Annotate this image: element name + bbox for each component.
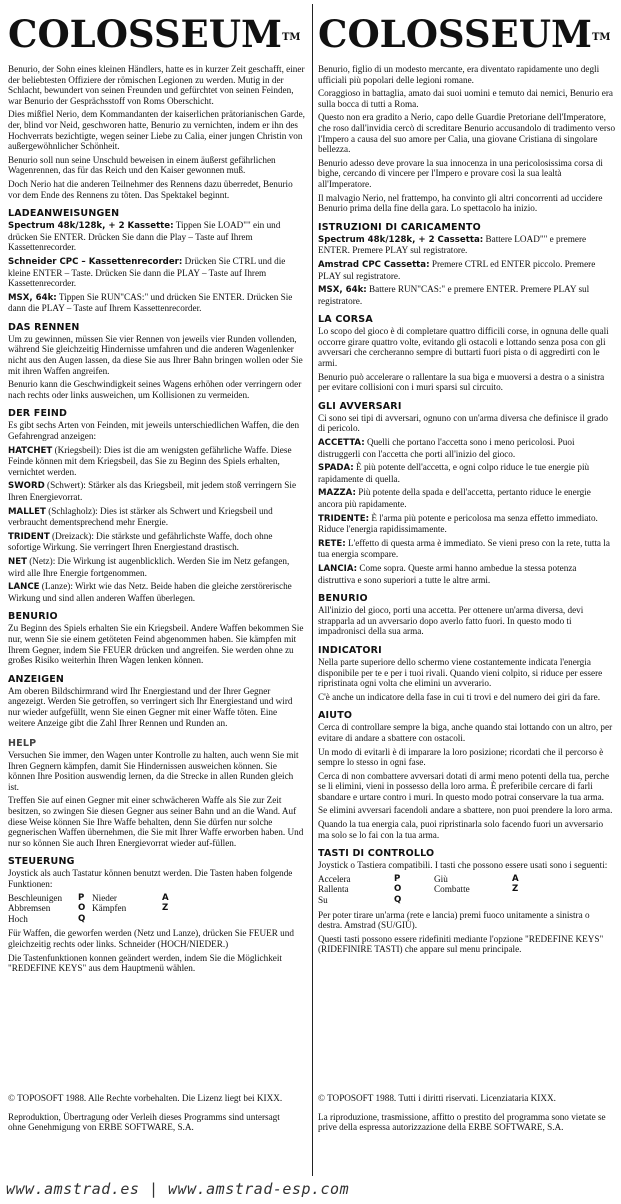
reproduction-notice-it: La riproduzione, trasmissione, affitto o prestito del programma sono vietate se prive della espressa autorizzazione della ERBE SOFTWARE, S.A.	[318, 1111, 606, 1133]
intro-it-5: Il malvagio Nerio, nel frattempo, ha convinto gli altri concorrenti ad uccidere Benurio prima della fine della gara. Lo spettacolo ha inizio.	[318, 192, 603, 214]
race-heading-de: DAS RENNEN	[8, 321, 80, 333]
weapon-trident-de: TRIDENT (Dreizack): Die stärkste und gefährlichste Waffe, doch ohne sofortige Wirkung. Sie verringert Ihren Energiestand drastisch.	[8, 530, 273, 553]
key-label: Abbremsen	[8, 903, 51, 914]
weapon-hatchet-it: ACCETTA: Quelli che portano l'accetta sono i meno pericolosi. Puoi distruggerli con l'accetta che porti all'inizio del gioco.	[318, 437, 575, 459]
benurio-text-it: All'inizio del gioco, porti una accetta. Per ottenere un'arma diversa, devi strapparla ad un avversario dopo averlo fatto fuori. In questo modo ti impadronisci della sua arma.	[318, 605, 584, 637]
help-text-it-3: Cerca di non combattere avversari dotati di armi meno potenti della tua, perche se li elimini, vieni in possesso della loro arma. È preferibile cercare di farli sbandare e urtare contro i muri. In questo modo potrai conservare la tua arma.	[318, 770, 610, 802]
copyright-it	[318, 1093, 608, 1136]
race-heading-it: LA CORSA	[318, 314, 373, 326]
weapon-sword-it: SPADA: È più potente dell'accetta, e ogni colpo riduce le tue energie più rapidamente di quella.	[318, 462, 590, 484]
italian-column	[318, 0, 616, 1204]
help-heading-de: HELP	[8, 738, 37, 750]
copyright-line-it: © TOPOSOFT 1988. Tutti i diritti riservati. Licenziataria KIXX.	[318, 1093, 556, 1103]
race-text-de: Um zu gewinnen, müssen Sie vier Rennen von jeweils vier Runden vollenden, während Sie gleichzeitig Hindernisse umfahren und die anderen Wagenlenker nicht aus den Augen lassen, da diese Sie aus Ihrer Bahn bringen wollen oder Sie mit ihren Waffen angreifen.	[8, 333, 303, 376]
weapon-sword-de: SWORD (Schwert): Stärker als das Kriegsbeil, mit jedem stoß verringern Sie Ihren Energievorrat.	[8, 480, 297, 502]
intro-de-2: Dies mißfiel Nerio, dem Kommandanten der kaiserlichen prätorianischen Garde, der, blind vor Neid, geschworen hatte, Benurio zu vernichten, indem er ihn des Hochverrats bezichtigte, wegen seiner Liebe zu Calia, einer jungen Christin von außergewöhnlicher Schönheit.	[8, 109, 305, 152]
website-watermark: www.amstrad.es | www.amstrad-esp.com	[0, 1180, 621, 1204]
controls-text-it: Joystick o Tastiera compatibili. I tasti che possono essere usati sono i seguenti:	[318, 860, 608, 871]
key-table-de	[8, 893, 306, 925]
intro-it: Benurio, figlio di un modesto mercante, era diventato rapidamente uno degli ufficiali più popolari delle legioni romane.	[318, 64, 600, 85]
reproduction-notice-de: Reproduktion, Übertragung oder Verleih dieses Programms sind untersagt ohne Genehmigung von ERBE SOFTWARE, S.A.	[8, 1111, 280, 1133]
intro-de-4: Doch Nerio hat die anderen Teilnehmer des Rennens dazu überredet, Benurio vor dem Ende des Rennens zu töten. Das Spektakel beginnt.	[8, 178, 293, 200]
indicators-heading-it: INDICATORI	[318, 644, 382, 656]
benurio-heading-de: BENURIO	[8, 611, 58, 623]
controls-text-it-2: Per poter tirare un'arma (rete e lancia) premi fuoco unitamente a sinistra o destra. Amstrad (SU/GIÙ).	[318, 909, 590, 931]
copyright-line-de: © TOPOSOFT 1988. Alle Rechte vorbehalten. Die Lizenz liegt bei KIXX.	[8, 1093, 283, 1103]
controls-heading-de: STEUERUNG	[8, 856, 75, 868]
key-value	[512, 895, 526, 906]
help-text-it-4: Se elimini avversari facendoli andare a sbattere, non puoi prendere la loro arma.	[318, 805, 613, 816]
help-text-it-5: Quando la tua energia cala, puoi ripristinarla solo facendo fuori un avversario ma solo se lo fai con la tua arma.	[318, 819, 604, 840]
weapon-net-de: NET (Netz): Die Wirkung ist augenblicklich. Werden Sie im Netz gefangen, wird alle Ihre Energie fortgenommen.	[8, 555, 290, 578]
race-text-de-2: Benurio kann die Geschwindigkeit seines Wagens erhöhen oder verringern oder nach rechts oder links ausweichen, um Kollisionen zu vermeiden.	[8, 379, 302, 400]
key-value: P	[78, 892, 85, 903]
controls-text-it-3: Questi tasti possono essere ridefiniti mediante l'opzione "REDEFINE KEYS" (RIDEFINIRE TASTI) che appare sul menu principale.	[318, 933, 604, 955]
intro-it-2: Coraggioso in battaglia, amato dai suoi uomini e temuto dai nemici, Benurio era sulla bocca di tutti a Roma.	[318, 88, 613, 109]
load-spectrum-de: Spectrum 48k/128k, + 2 Kassette: Tippen Sie LOAD"" ein und drücken Sie ENTER. Drücken Sie dann die Play – Taste auf Ihrem Kassettenrecorder.	[8, 220, 281, 253]
help-text-de-2: Treffen Sie auf einen Gegner mit einer schwächeren Waffe als Sie zur Zeit besitzen, so zwingen Sie diesen Gegner aus seiner Bahn und an die Wand. Auf diese Weise können Sie Ihre Waffe behalten, denn Sie dürfen nur solche gegnerischen Waffen übernehmen, die Sie mit Ihrer Waffe erworben haben. Und nur so können Sie auch Ihren Energievorrat wieder auf-füllen.	[8, 795, 304, 848]
key-value	[162, 914, 176, 925]
key-value: A	[512, 873, 519, 884]
key-value: Z	[512, 884, 519, 895]
copyright-de	[8, 1093, 298, 1136]
key-label: Nieder	[92, 892, 117, 903]
load-spectrum-it: Spectrum 48k/128k, + 2 Cassetta: Battere LOAD"" e premere ENTER. Premere PLAY sul registratore.	[318, 233, 587, 256]
key-label: Accelera	[318, 873, 351, 884]
weapon-trident-it: TRIDENTE: È l'arma più potente e pericolosa ma senza effetto immediato. Riduce l'energia rapidissimamente.	[318, 512, 598, 535]
key-label: Hoch	[8, 913, 28, 924]
weapon-mallet-de: MALLET (Schlagholz): Dies ist stärker als Schwert und Kriegsbeil und verbraucht dementsprechend mehr Energie.	[8, 505, 273, 528]
intro-it-3: Questo non era gradito a Nerio, capo delle Guardie Pretoriane dell'Imperatore, che roso dall'invidia cercò di screditare Benurio accusandolo di tradimento verso l'Impero a causa del suo amore per Calia, una giovane Cristiana di singolare bellezza.	[318, 112, 616, 155]
key-value: A	[162, 892, 169, 903]
loading-heading-it: ISTRUZIONI DI CARICAMENTO	[318, 221, 481, 233]
enemy-text-de: Es gibt sechs Arten von Feinden, mit jeweils unterschiedlichen Waffen, die den Gefahrengrad anzeigen:	[8, 420, 300, 442]
load-msx-it: MSX, 64k: Battere RUN"CAS:" e premere ENTER. Premere PLAY sul registratore.	[318, 284, 590, 306]
key-label: Beschleunigen	[8, 892, 63, 903]
intro-de: Benurio, der Sohn eines kleinen Händlers, hatte es in kurzer Zeit geschafft, einer der beliebtesten Offiziere der römischen Legionen zu werden. Mutig in der Schlacht, bewundert von seinen Freunden und gefürchtet von seinen Feinden, war Benurio der Gesprächsstoff von Roms Oberschicht.	[8, 64, 305, 106]
indicators-text-it: Nella parte superiore dello schermo viene costantemente indicata l'energia disponibile per te e per i tuoi rivali. Quando vieni colpito, si riduce per essere ripristinata ogni volta che elimini un avverario.	[318, 656, 603, 689]
intro-it-4: Benurio adesso deve provare la sua innocenza in una pericolosissima corsa di bighe, cercando di vincere per l'Impero e provare così la sua lealtà all'Imperatore.	[318, 157, 603, 189]
weapon-net-it: RETE: L'effetto di questa arma è immediato. Se vieni preso con la rete, tutta la tua energia scompare.	[318, 537, 610, 560]
enemy-text-it: Ci sono sei tipi di avversari, ognuno con un'arma diversa che definisce il grado di pericolo.	[318, 412, 608, 434]
key-label: Su	[318, 895, 328, 906]
loading-heading-de: LADEANWEISUNGEN	[8, 208, 120, 220]
help-text-de: Versuchen Sie immer, den Wagen unter Kontrolle zu halten, auch wenn Sie mit Ihren Gegnern kämpfen, damit Sie Hindernissen ausweichen können. Sie können Ihre Position auswendig lernen, da die Strecke in allen Runden gleich ist.	[8, 750, 299, 792]
indicators-text-it-2: C'è anche un indicatore della fase in cui ti trovi e del numero dei giri da fare.	[318, 691, 601, 702]
benurio-text-de: Zu Beginn des Spiels erhalten Sie ein Kriegsbeil. Andere Waffen bekommen Sie nur, wenn Sie sie einem getöteten Feind abgenommen haben. Sie kämpfen mit Ihrem Gegner, indem Sie FEUER drücken und angreifen. Sie werden ohne zu großes Risiko weiterhin Ihren Wagen lenken können.	[8, 623, 304, 666]
column-divider	[312, 4, 313, 1176]
key-label: Rallenta	[318, 884, 349, 895]
indicators-text-de: Am oberen Bildschirmrand wird Ihr Energiestand und der Ihrer Gegner angezeigt. Werden Sie getroffen, so verringert sich Ihr Energiestand und wird nur wieder aufgefüllt, wenn Sie einen Gegner mit einer Waffe töten. Eine weitere Anzeige gibt die Zahl Ihrer Rennen und Runden an.	[8, 685, 293, 728]
key-value: Q	[78, 913, 86, 924]
key-value: P	[394, 873, 401, 884]
weapon-mallet-it: MAZZA: Più potente della spada e dell'accetta, pertanto riduce le energie ancora più rapidamente.	[318, 487, 591, 509]
indicators-heading-de: ANZEIGEN	[8, 673, 65, 685]
race-text-it: Lo scopo del gioco è di completare quattro difficili corse, in ognuna delle quali occorre girare quattro volte, evitando gli ostacoli e lottando senza posa con gli avversari che cercheranno sempre di buttarti fuori pista o di aggredirti con le armi.	[318, 326, 609, 369]
german-column	[8, 0, 306, 1204]
controls-text-de-3: Die Tastenfunktionen konnen geändert werden, indem Sie die Möglichkeit "REDEFINE KEYS" aus dem Hauptmenü wählen.	[8, 952, 282, 974]
benurio-heading-it: BENURIO	[318, 593, 368, 605]
weapon-lance-it: LANCIA: Come sopra. Queste armi hanno ambedue la stessa potenza distruttiva e sono superiori a tutte le altre armi.	[318, 562, 577, 585]
intro-de-3: Benurio soll nun seine Unschuld beweisen in einem äußerst gefährlichen Wagenrennen, das für das Reich und den Kaiser gewonnen muß.	[8, 154, 276, 176]
weapon-lance-de: LANCE (Lanze): Wirkt wie das Netz. Beide haben die gleiche zerstörerische Wirkung und sind allen anderen Waffen überlegen.	[8, 581, 292, 603]
help-text-it-2: Un modo di evitarli è di imparare la loro posizione; ricordati che il percorso è sempre lo stesso in ogni fase.	[318, 746, 604, 768]
key-value: O	[394, 884, 402, 895]
enemy-heading-de: DER FEIND	[8, 408, 68, 420]
help-text-it: Cerca di controllare sempre la biga, anche quando stai lottando con un altro, per evitare di andare a sbattere con ostacoli.	[318, 722, 613, 743]
key-label	[92, 914, 162, 925]
controls-heading-it: TASTI DI CONTROLLO	[318, 848, 435, 860]
load-cpc-de: Schneider CPC – Kassettenrecorder: Drücken Sie CTRL und die kleine ENTER – Taste. Drücken Sie dann die PLAY – Taste auf Ihrem Kassettenrecorder.	[8, 255, 286, 289]
enemy-heading-it: GLI AVVERSARI	[318, 400, 402, 412]
game-title-it: COLOSSEUM™	[318, 12, 611, 56]
key-label: Combatte	[434, 884, 470, 895]
key-label	[434, 895, 512, 906]
weapon-hatchet-de: HATCHET (Kriegsbeil): Dies ist die am wenigsten gefährliche Waffe. Diese Feinde können mit dem Kriegsbeil, das Sie zu Beginn des Spiels erhalten, vernichtet werden.	[8, 444, 292, 477]
key-label: Giù	[434, 873, 448, 884]
key-value: Q	[394, 895, 402, 906]
key-label: Kämpfen	[92, 903, 127, 914]
key-value: Z	[162, 903, 169, 914]
key-table-it	[318, 874, 616, 906]
controls-text-de: Joystick als auch Tastatur können benutzt werden. Die Tasten haben folgende Funktionen:	[8, 868, 293, 890]
load-cpc-it: Amstrad CPC Cassetta: Premere CTRL ed ENTER piccolo. Premere PLAY sul registratore.	[318, 258, 596, 281]
controls-text-de-2: Für Waffen, die geworfen werden (Netz und Lanze), drücken Sie FEUER und gleichzeitig rechts oder links. Schneider (HOCH/NIEDER.)	[8, 928, 294, 949]
load-msx-de: MSX, 64k: Tippen Sie RUN"CAS:" und drücken Sie ENTER. Drücken Sie dann die PLAY – Taste auf Ihrem Kassettenrecorder.	[8, 291, 293, 314]
help-heading-it: AIUTO	[318, 710, 353, 722]
game-title-de: COLOSSEUM™	[8, 12, 301, 56]
race-text-it-2: Benurio può accelerare o rallentare la sua biga e muoversi a destra o a sinistra per evitare collisioni con i muri sparsi sul circuito.	[318, 371, 605, 393]
key-value: O	[78, 903, 86, 914]
